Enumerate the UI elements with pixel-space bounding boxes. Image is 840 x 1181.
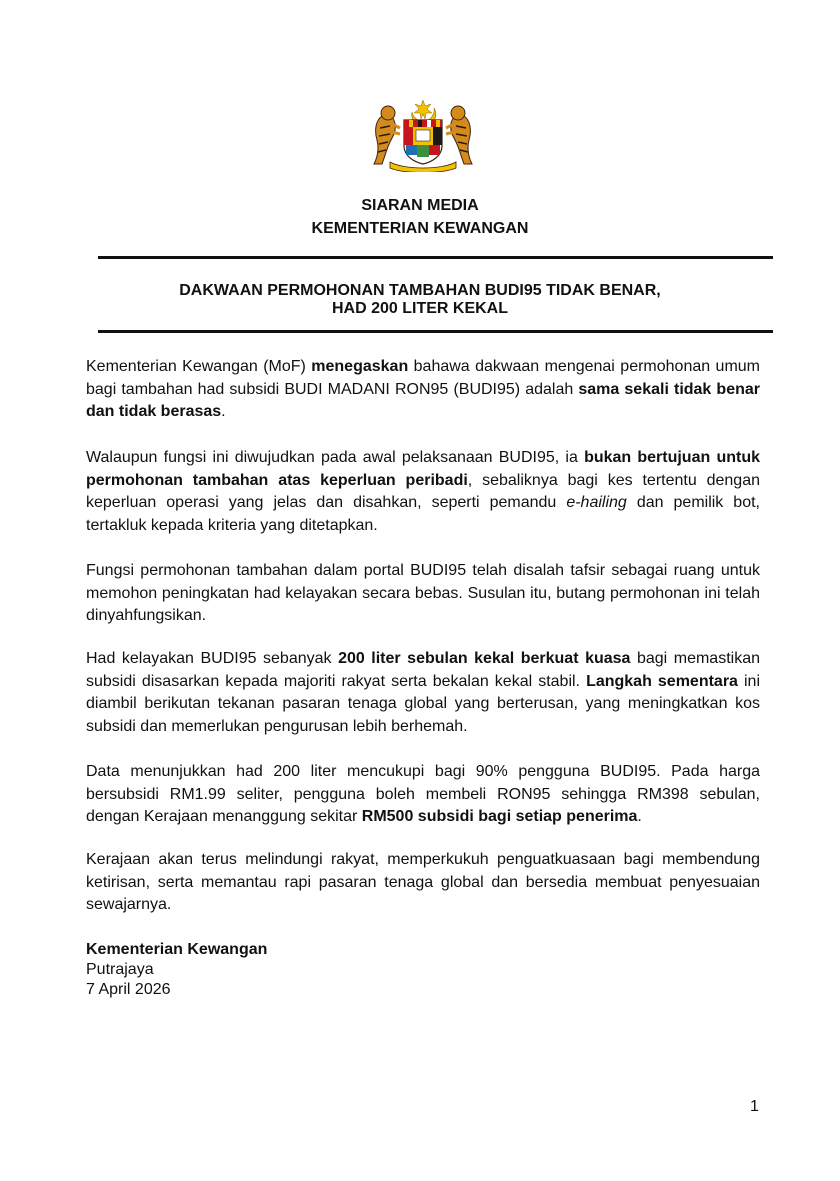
text-run: ini diambil berikutan tekanan pasaran tenaga global yang berterusan, yang meningkatkan kos subsidi dan memerlukan pengurusan lebih berhemah.: [86, 672, 761, 735]
text-run: Had kelayakan BUDI95 sebanyak: [86, 650, 339, 667]
right-tiger-icon: [446, 106, 472, 164]
text-run: bagi memastikan subsidi disasarkan kepada majoriti rakyat serta bekalan kekal stabil.: [86, 650, 761, 690]
bold-text: menegaskan: [311, 358, 409, 375]
italic-text: e-hailing: [566, 494, 627, 511]
headline-line-1: DAKWAAN PERMOHONAN TAMBAHAN BUDI95 TIDAK BENAR,: [179, 282, 661, 299]
signoff-date: 7 April 2026: [86, 981, 171, 998]
bold-text: bukan bertujuan untuk permohonan tambahan atas keperluan peribadi: [86, 449, 760, 489]
paragraph: [86, 560, 760, 628]
paragraph: [86, 648, 760, 738]
bold-text: RM500 subsidi bagi setiap penerima: [361, 808, 638, 825]
text-run: Kerajaan akan terus melindungi rakyat, memperkukuh penguatkuasaan bagi membendung ketirisan, serta memantau rapi pasaran tenaga global dan bersedia membuat penyesuaian sewajarnya.: [86, 851, 760, 913]
paragraph: [86, 356, 760, 424]
text-run: .: [637, 808, 642, 825]
bold-text: Langkah sementara: [586, 672, 738, 690]
page-number: 1: [750, 1098, 759, 1115]
coat-of-arms-icon: [368, 98, 478, 172]
bold-text: sama sekali tidak benar dan tidak berasas: [86, 380, 761, 420]
text-run: dan pemilik bot, tertakluk kepada kriteria yang ditetapkan.: [86, 494, 760, 534]
signoff-organisation: Kementerian Kewangan: [86, 941, 268, 958]
paragraph: [86, 849, 760, 917]
text-run: , sebaliknya bagi kes tertentu dengan keperluan operasi yang jelas dan disahkan, seperti pemandu: [86, 471, 760, 511]
text-run: Fungsi permohonan tambahan dalam portal BUDI95 telah disalah tafsir sebagai ruang untuk memohon peningkatan had kelayakan secara bebas. Susulan itu, butang permohonan ini telah dinyahfungsikan.: [86, 562, 760, 624]
text-run: Walaupun fungsi ini diwujudkan pada awal pelaksanaan BUDI95, ia: [86, 449, 585, 466]
left-tiger-icon: [374, 106, 400, 164]
text-run: Kementerian Kewangan (MoF): [86, 358, 312, 375]
text-run: .: [221, 403, 226, 420]
text-run: Data menunjukkan had 200 liter mencukupi bagi 90% pengguna BUDI95. Pada harga bersubsidi RM1.99 seliter, pengguna boleh membeli RON95 sehingga RM398 sebulan, dengan Kerajaan menanggung sekitar: [86, 763, 760, 825]
shield-icon: [404, 120, 442, 164]
headline-line-2: HAD 200 LITER KEKAL: [331, 300, 509, 317]
paragraph: [86, 761, 760, 829]
text-run: bahawa dakwaan mengenai permohonan umum bagi tambahan had subsidi BUDI MADANI RON95 (BUDI95) adalah: [86, 358, 761, 398]
signoff-place: Putrajaya: [86, 961, 154, 978]
paragraph: [86, 447, 760, 537]
top-divider: [98, 256, 773, 259]
bottom-divider: [98, 330, 773, 333]
media-release-label: SIARAN MEDIA: [361, 197, 479, 214]
bold-text: 200 liter sebulan kekal berkuat kuasa: [338, 650, 631, 667]
ministry-title: KEMENTERIAN KEWANGAN: [311, 220, 529, 237]
